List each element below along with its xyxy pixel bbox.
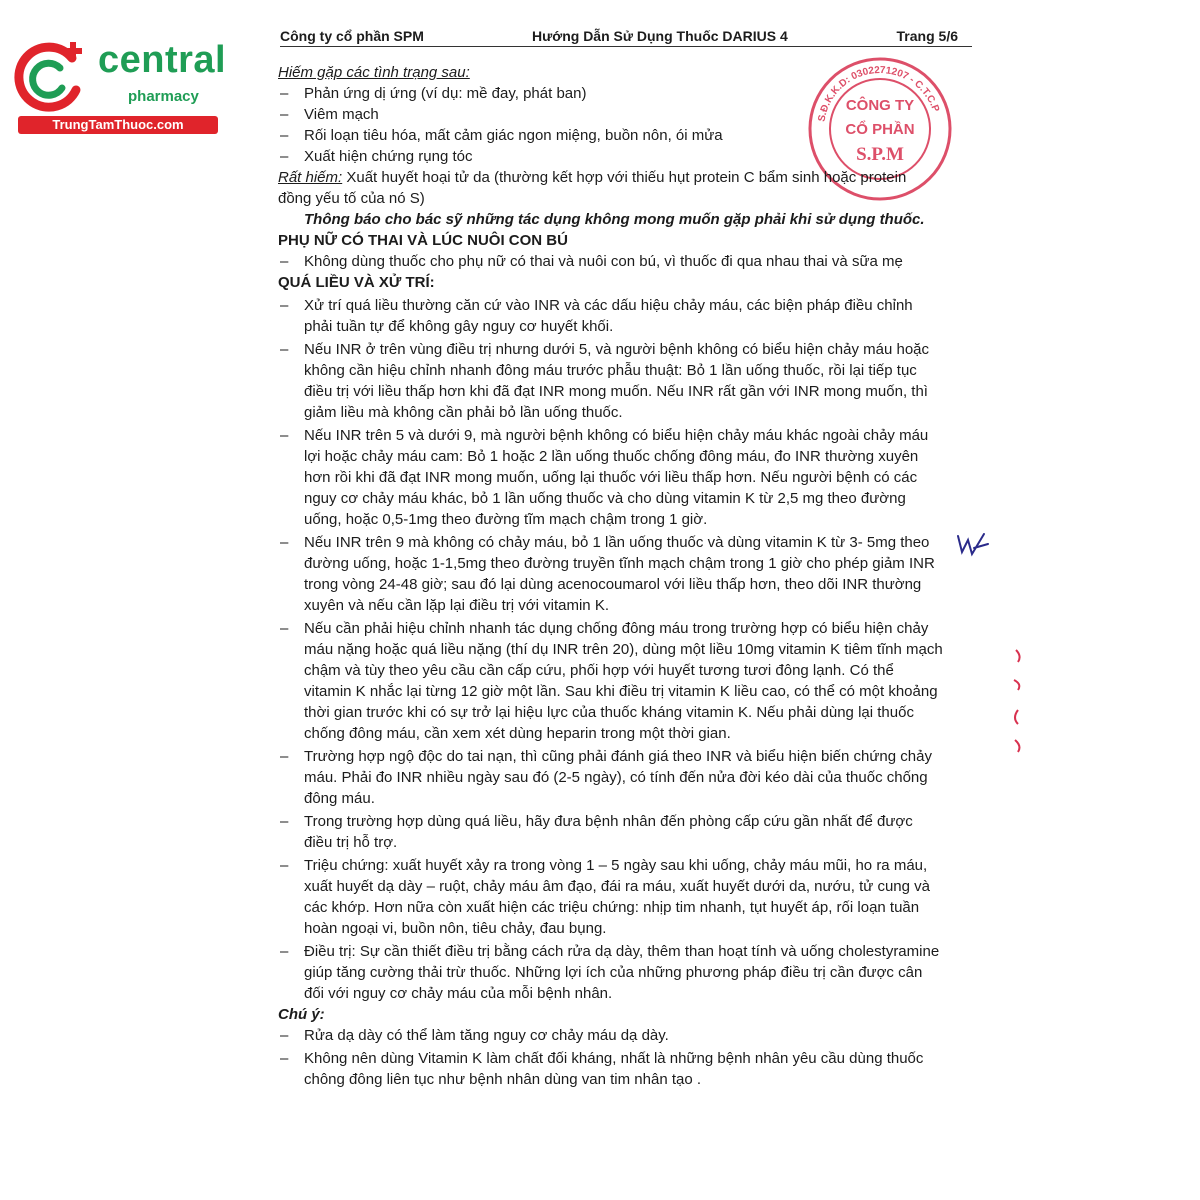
list-item <box>278 295 978 337</box>
list-item-line: điều trị hỗ trợ. <box>304 834 398 851</box>
list-item-line: hoàn ngoại vi, buồn nôn, tiêu chảy, đau bụng. <box>304 920 607 937</box>
list-item-line: nguy cơ chảy máu khác, bỏ 1 lần uống thuốc và cho dùng vitamin K từ 2,5 mg theo đường <box>304 490 906 507</box>
overdose-heading: QUÁ LIỀU VÀ XỬ TRÍ: <box>278 274 435 291</box>
list-item-line: – Xử trí quá liều thường căn cứ vào INR và các dấu hiệu chảy máu, các biện pháp điều chỉnh <box>278 295 978 316</box>
list-item-line: lợi hoặc chảy máu cam: Bỏ 1 hoặc 2 lần uống thuốc chống đông máu, đo INR thường xuyên <box>304 448 919 465</box>
list-item-line: phải tuần tự để không gây nguy cơ huyết khối. <box>304 318 614 335</box>
list-item-line: – Không nên dùng Vitamin K làm chất đối kháng, nhất là những bệnh nhân yêu cầu dùng thuốc <box>278 1048 978 1069</box>
stamp-ring-text: S.Đ.K.K.D: 0302271207 - C.T.C.P <box>816 64 942 123</box>
header-company: Công ty cổ phần SPM <box>280 28 424 44</box>
list-item <box>278 1048 978 1090</box>
logo-brand: central <box>98 39 227 81</box>
list-item: – Không dùng thuốc cho phụ nữ có thai và nuôi con bú, vì thuốc đi qua nhau thai và sữa mẹ <box>278 251 978 272</box>
logo-subtitle: pharmacy <box>128 88 199 105</box>
list-item <box>278 339 978 423</box>
list-item-line: không cần hiệu chỉnh nhanh đông máu trước phẫu thuật: Bỏ 1 lần uống thuốc, rồi lại tiếp tục <box>304 362 917 379</box>
list-item-line: chống đông máu, cần xem xét dùng heparin trong một thời gian. <box>304 725 731 742</box>
uncommon-list <box>278 83 978 167</box>
list-item-line: trong vòng 24-48 giờ; sau đó lại dùng acenocoumarol với liều thấp hơn, theo dõi INR thường <box>304 576 922 593</box>
list-item: – Viêm mạch <box>278 104 978 125</box>
stamp-line3: S.P.M <box>856 144 904 165</box>
central-pharmacy-logo <box>10 36 227 136</box>
stamp-line2: CỔ PHẦN <box>845 121 915 138</box>
list-item-line: – Điều trị: Sự cần thiết điều trị bằng cách rửa dạ dày, thêm than hoạt tính và uống cholestyramine <box>278 941 978 962</box>
list-item-line: giúp tăng cường thải trừ thuốc. Những lợi ích của những phương pháp điều trị cần được cân <box>304 964 923 981</box>
list-item-line: chông đông liên tục như bệnh nhân dùng van tim nhân tạo . <box>304 1071 702 1088</box>
margin-stamp-fragment <box>1006 640 1026 800</box>
list-item-line: đối với nguy cơ chảy máu của mỗi bệnh nhân. <box>304 985 613 1002</box>
list-item-line: giảm liều mà không cần phải bỏ lần uống thuốc. <box>304 404 623 421</box>
central-pharmacy-logo-icon <box>10 38 90 118</box>
list-item-line: vitamin K nhắc lại từng 12 giờ một lần. Sau khi điều trị vitamin K liều cao, có thể có một khoảng <box>304 683 938 700</box>
notice: Thông báo cho bác sỹ những tác dụng không mong muốn gặp phải khi sử dụng thuốc. <box>304 211 925 228</box>
list-item-line: máu nặng hoặc quá liều nặng (thí dụ INR trên 20), dùng một liều 10mg vitamin K tiêm tĩnh mạch <box>304 641 943 658</box>
note-list <box>278 1025 978 1090</box>
list-item-line: chậm và tùy theo yêu cầu cần cấp cứu, phối hợp với huyết tương tươi đông lạnh. Có thể <box>304 662 894 679</box>
list-item-line: điều trị với liều thấp hơn khi đã đạt INR mong muốn. Nếu INR rất gần với INR mong muốn, thì <box>304 383 928 400</box>
list-item <box>278 532 978 616</box>
uncommon-heading: Hiếm gặp các tình trạng sau: <box>278 64 470 81</box>
list-item-line: hơn rồi khi đã đạt INR mong muốn, uống lại thuốc với liều thấp hơn. Nếu người bệnh có các <box>304 469 918 486</box>
list-item-line: – Nếu cần phải hiệu chỉnh nhanh tác dụng chống đông máu trong trường hợp có biểu hiện chảy <box>278 618 978 639</box>
list-item-line: xuất huyết dạ dày – ruột, chảy máu âm đạo, đái ra máu, xuất huyết dưới da, nướu, tử cung và <box>304 878 930 895</box>
list-item-line: – Triệu chứng: xuất huyết xảy ra trong vòng 1 – 5 ngày sau khi uống, chảy máu mũi, ho ra máu, <box>278 855 978 876</box>
list-item-line: thời gian trước khi có sự trở lại hiệu lực của thuốc kháng vitamin K. Nếu phải dùng lại thuốc <box>304 704 914 721</box>
list-item-line: – Trường hợp ngộ độc do tai nạn, thì cũng phải đánh giá theo INR và biểu hiện biến chứng chảy <box>278 746 978 767</box>
list-item-line: – Nếu INR trên 5 và dưới 9, mà người bệnh không có biểu hiện chảy máu khác ngoài chảy máu <box>278 425 978 446</box>
rare-text-cont: đồng yếu tố của nó S) <box>278 190 425 207</box>
list-item-line: uống, hoặc 0,5-1mg theo đường tĩm mạch chậm trong 1 giờ. <box>304 511 708 528</box>
overdose-list <box>278 295 978 1004</box>
list-item: – Rửa dạ dày có thể làm tăng nguy cơ chảy máu dạ dày. <box>278 1025 978 1046</box>
logo-url: TrungTamThuoc.com <box>18 116 218 134</box>
list-item <box>278 425 978 530</box>
list-item <box>278 855 978 939</box>
list-item <box>278 746 978 809</box>
note-heading: Chú ý: <box>278 1006 325 1023</box>
pregnancy-heading: PHỤ NỮ CÓ THAI VÀ LÚC NUÔI CON BÚ <box>278 232 568 249</box>
header-page-number: Trang 5/6 <box>896 28 958 44</box>
list-item-line: các khớp. Hơn nữa còn xuất hiện các triệu chứng: nhịp tim nhanh, tụt huyết áp, rối loạn tuần <box>304 899 920 916</box>
list-item: – Phản ứng dị ứng (ví dụ: mề đay, phát ban) <box>278 83 978 104</box>
list-item-line: – Trong trường hợp dùng quá liều, hãy đưa bệnh nhân đến phòng cấp cứu gần nhất để được <box>278 811 978 832</box>
list-item-line: – Nếu INR ở trên vùng điều trị nhưng dưới 5, và người bệnh không có biểu hiện chảy máu hoặc <box>278 339 978 360</box>
list-item-line: đông máu. <box>304 790 375 807</box>
rare-paragraph <box>278 167 978 188</box>
header-title: Hướng Dẫn Sử Dụng Thuốc DARIUS 4 <box>532 28 788 44</box>
rare-label: Rất hiếm: <box>278 169 343 186</box>
list-item <box>278 941 978 1004</box>
page-header <box>280 26 972 47</box>
rare-text: Xuất huyết hoại tử da (thường kết hợp với thiếu hụt protein C bẩm sinh hoặc protein <box>342 169 907 186</box>
list-item: – Xuất hiện chứng rụng tóc <box>278 146 978 167</box>
document-body <box>278 62 978 1090</box>
list-item <box>278 811 978 853</box>
list-item-line: đường uống, hoặc 1-1,5mg theo đường truyền tĩnh mạch chậm trong 1 giờ cho phép giảm INR <box>304 555 935 572</box>
list-item <box>278 618 978 744</box>
list-item-line: máu. Phải đo INR nhiều ngày sau đó (2-5 ngày), có tính đến nửa đời kéo dài của thuốc chống <box>304 769 928 786</box>
stamp-line1: CÔNG TY <box>845 97 915 114</box>
list-item-line: xuyên và nếu cần lặp lại điều trị với vitamin K. <box>304 597 609 614</box>
list-item-line: – Nếu INR trên 9 mà không có chảy máu, bỏ 1 lần uống thuốc và dùng vitamin K từ 3- 5mg theo <box>278 532 978 553</box>
list-item: – Rối loạn tiêu hóa, mất cảm giác ngon miệng, buồn nôn, ói mửa <box>278 125 978 146</box>
